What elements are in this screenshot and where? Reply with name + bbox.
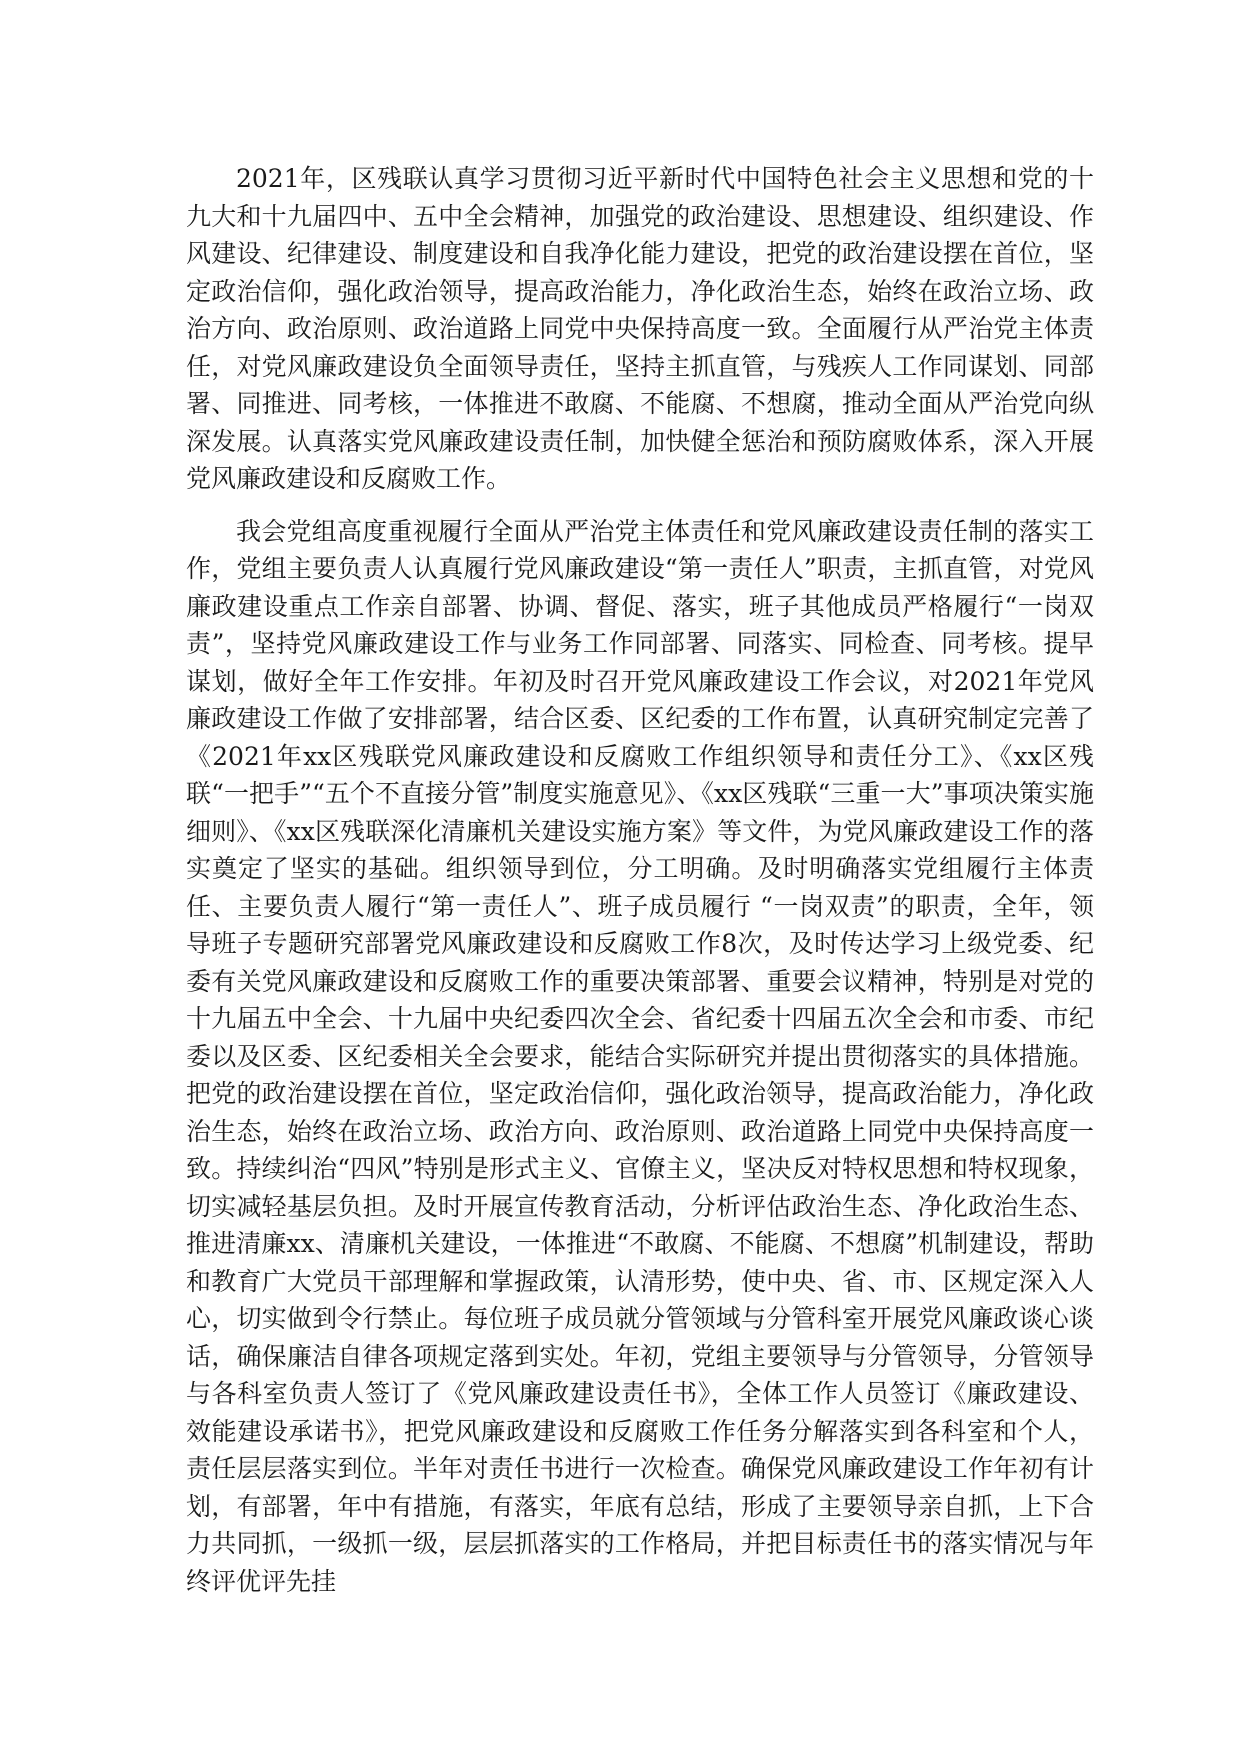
paragraph-1: 2021年，区残联认真学习贯彻习近平新时代中国特色社会主义思想和党的十九大和十九届四中、五中全会精神，加强党的政治建设、思想建设、组织建设、作风建设、纪律建设、制度建设和自我净化能力建设，把党的政治建设摆在首位，坚定政治信仰，强化政治领导，提高政治能力，净化政治生态，始终在政治立场、政治方向、政治原则、政治道路上同党中央保持高度一致。全面履行从严治党主体责任，对党风廉政建设负全面领导责任，坚持主抓直管，与残疾人工作同谋划、同部署、同推进、同考核，一体推进不敢腐、不能腐、不想腐，推动全面从严治党向纵深发展。认真落实党风廉政建设责任制，加快健全惩治和预防腐败体系，深入开展党风廉政建设和反腐败工作。: [186, 164, 1094, 493]
paragraph-2: 我会党组高度重视履行全面从严治党主体责任和党风廉政建设责任制的落实工作，党组主要负责人认真履行党风廉政建设“第一责任人”职责，主抓直管，对党风廉政建设重点工作亲自部署、协调、督促、落实，班子其他成员严格履行“一岗双责”，坚持党风廉政建设工作与业务工作同部署、同落实、同检查、同考核。提早谋划，做好全年工作安排。年初及时召开党风廉政建设工作会议，对2021年党风廉政建设工作做了安排部署，结合区委、区纪委的工作布置，认真研究制定完善了《2021年xx区残联党风廉政建设和反腐败工作组织领导和责任分工》、《xx区残联“一把手”“五个不直接分管”制度实施意见》、《xx区残联“三重一大”事项决策实施细则》、《xx区残联深化清廉机关建设实施方案》等文件，为党风廉政建设工作的落实奠定了坚实的基础。组织领导到位，分工明确。及时明确落实党组履行主体责任、主要负责人履行“第一责任人”、班子成员履行 “一岗双责”的职责，全年，领导班子专题研究部署党风廉政建设和反腐败工作8次，及时传达学习上级党委、纪委有关党风廉政建设和反腐败工作的重要决策部署、重要会议精神，特别是对党的十九届五中全会、十九届中央纪委四次全会、省纪委十四届五次全会和市委、市纪委以及区委、区纪委相关全会要求，能结合实际研究并提出贯彻落实的具体措施。把党的政治建设摆在首位，坚定政治信仰，强化政治领导，提高政治能力，净化政治生态，始终在政治立场、政治方向、政治原则、政治道路上同党中央保持高度一致。持续纠治“四风”特别是形式主义、官僚主义，坚决反对特权思想和特权现象，切实减轻基层负担。及时开展宣传教育活动，分析评估政治生态、净化政治生态、推进清廉xx、清廉机关建设，一体推进“不敢腐、不能腐、不想腐”机制建设，帮助和教育广大党员干部理解和掌握政策，认清形势，使中央、省、市、区规定深入人心，切实做到令行禁止。每位班子成员就分管领域与分管科室开展党风廉政谈心谈话，确保廉洁自律各项规定落到实处。年初，党组主要领导与分管领导，分管领导与各科室负责人签订了《党风廉政建设责任书》，全体工作人员签订《廉政建设、效能建设承诺书》，把党风廉政建设和反腐败工作任务分解落实到各科室和个人，责任层层落实到位。半年对责任书进行一次检查。确保党风廉政建设工作年初有计划，有部署，年中有措施，有落实，年底有总结，形成了主要领导亲自抓，上下合力共同抓，一级抓一级，层层抓落实的工作格局，并把目标责任书的落实情况与年终评优评先挂: [186, 516, 1094, 1596]
document-body: [186, 160, 1094, 1600]
